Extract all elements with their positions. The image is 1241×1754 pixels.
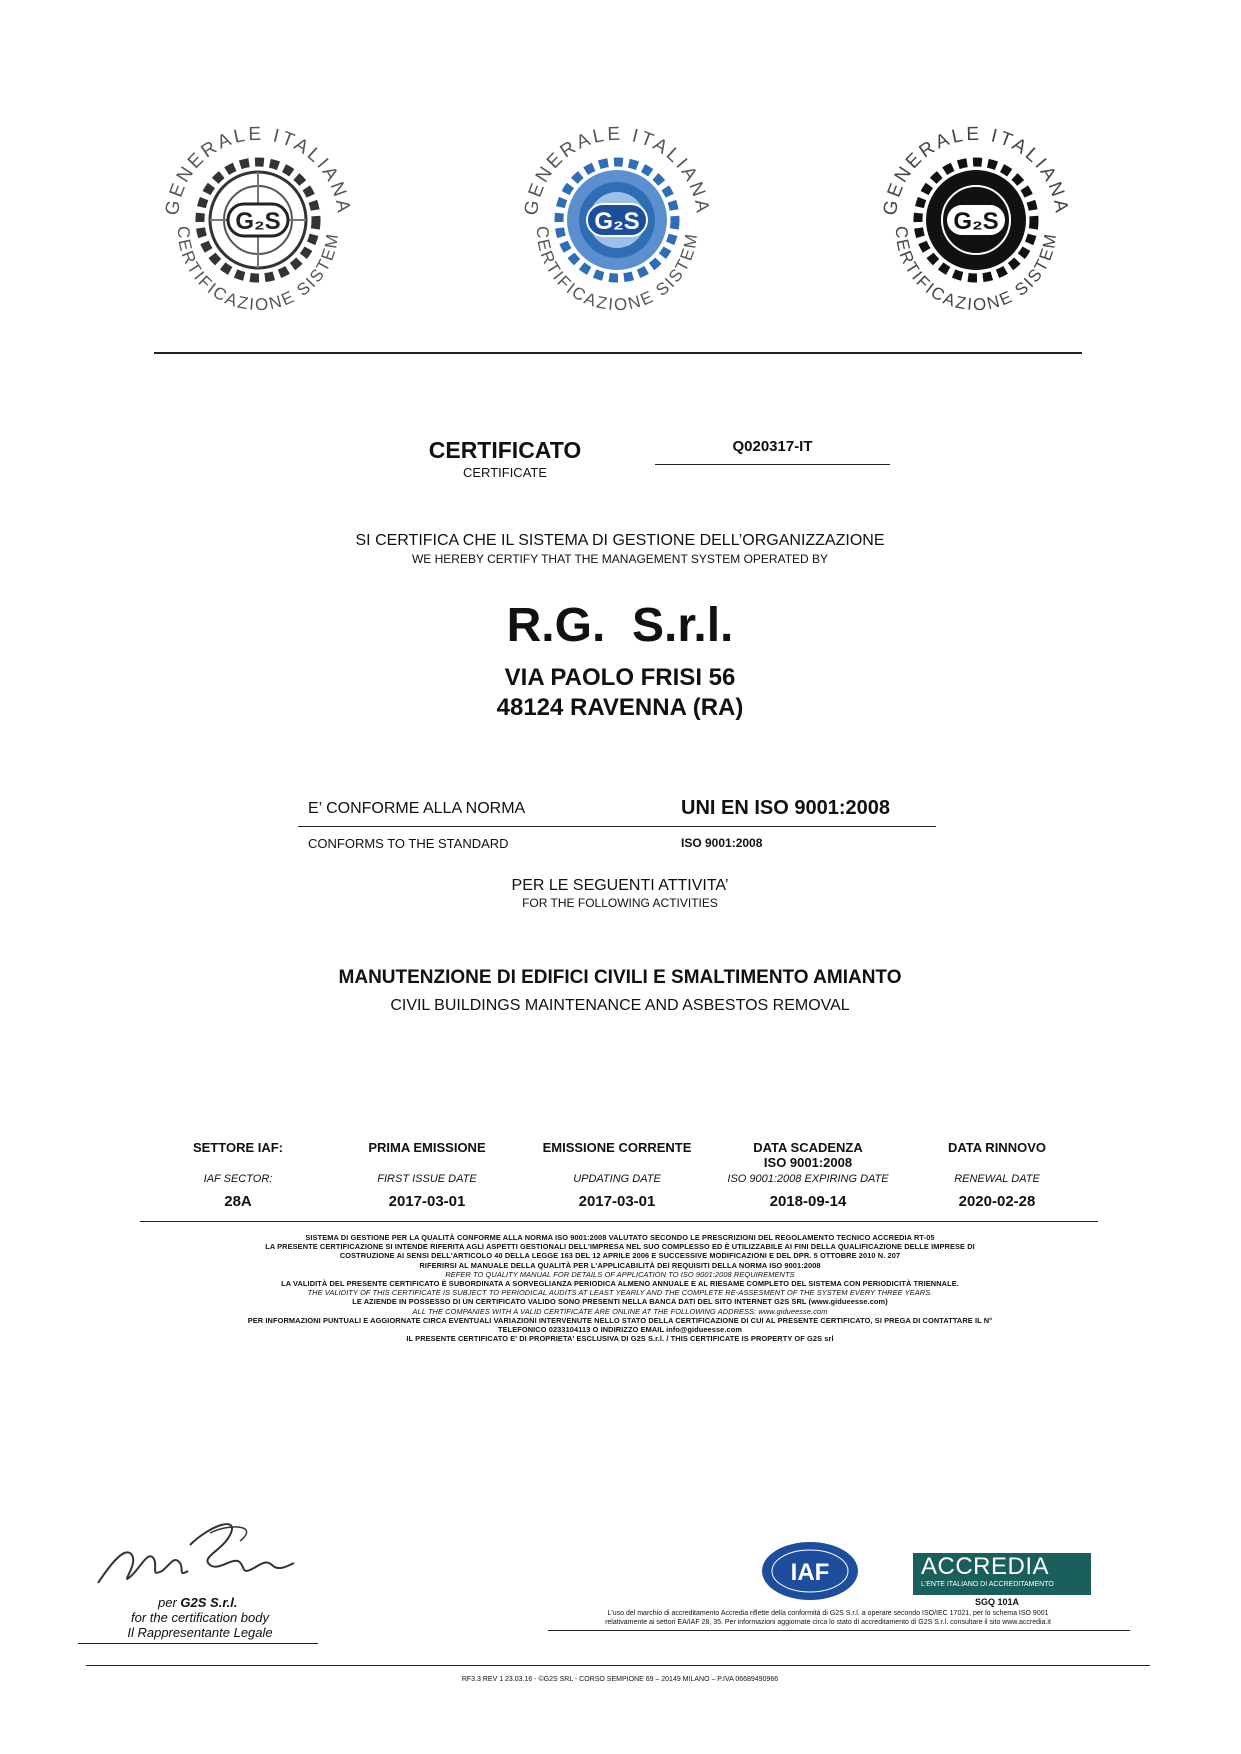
col-header-2 <box>138 1155 338 1170</box>
standard-label-it: E’ CONFORME ALLA NORMA <box>308 800 526 817</box>
table-col-renewal <box>897 1140 1097 1210</box>
intro-it: SI CERTIFICA CHE IL SISTEMA DI GESTIONE DELL’ORGANIZZAZIONE <box>355 532 885 549</box>
col-header-2 <box>897 1155 1097 1170</box>
accreditation-note-line2: relativamente ai settori EA/IAF 28, 35. Per informazioni aggiornate circa lo stato di accreditamento di G2S S.r.l. consultare il sito www.accredia.it <box>605 1619 1051 1626</box>
svg-text:CERTIFICAZIONE SISTEMI: CERTIFICAZIONE SISTEM <box>173 225 343 315</box>
g2s-logo-black <box>866 110 1086 330</box>
col-subheader: FIRST ISSUE DATE <box>377 1173 477 1185</box>
svg-text:GENERALE ITALIANA: GENERALE ITALIANA <box>879 123 1073 217</box>
signature-divider <box>78 1643 318 1644</box>
col-value: 2017-03-01 <box>578 1193 656 1210</box>
standard-label-en: CONFORMS TO THE STANDARD <box>308 836 509 851</box>
accreditation-note <box>548 1609 1108 1627</box>
signature-brand: G2S S.r.l. <box>180 1595 238 1610</box>
standard-value: UNI EN ISO 9001:2008 <box>681 797 890 819</box>
legal-note-line: RIFERIRSI AL MANUALE DELLA QUALITÀ PER L'APPLICABILITÀ DEI REQUISITI DELLA NORMA ISO 9001:2008 <box>419 1260 821 1270</box>
certificate-title-en: CERTIFICATE <box>462 465 548 480</box>
col-subheader: ISO 9001:2008 EXPIRING DATE <box>727 1173 889 1185</box>
company-name: R.G. S.r.l. <box>506 599 734 652</box>
accredia-logo <box>913 1553 1091 1595</box>
scope-it: MANUTENZIONE DI EDIFICI CIVILI E SMALTIMENTO AMIANTO <box>338 967 902 988</box>
legal-note-line: REFER TO QUALITY MANUAL FOR DETAILS OF APPLICATION TO ISO 9001:2008 REQUIREMENTS <box>445 1269 795 1279</box>
scope-en: CIVIL BUILDINGS MAINTENANCE AND ASBESTOS REMOVAL <box>390 997 850 1014</box>
legal-note-line: PER INFORMAZIONI PUNTUALI E AGGIORNATE CIRCA EVENTUALI VARIAZIONI INTERVENUTE NELLO STATO DELLA CERTIFICAZIONE DI CUI AL PRESENTE CERTIFICATO, SI PREGA DI CONTATTARE IL N° <box>247 1315 993 1325</box>
svg-text:GENERALE ITALIANA: GENERALE ITALIANA <box>161 123 355 217</box>
signature-per <box>158 1595 238 1610</box>
g2s-logo-blue <box>507 110 727 330</box>
company-address-line2: 48124 RAVENNA (RA) <box>496 694 744 721</box>
iaf-logo <box>760 1540 860 1602</box>
svg-text:G₂S: G₂S <box>953 208 999 235</box>
legal-note-line: LA PRESENTE CERTIFICAZIONE SI INTENDE RIFERITA AGLI ASPETTI GESTIONALI DELL'IMPRESA NEL SUO COMPLESSO ED È UTILIZZABILE AI FINI DELLA QUALIFICAZIONE DELLE IMPRESE DI <box>265 1242 975 1252</box>
col-header-2 <box>327 1155 527 1170</box>
col-header-2 <box>517 1155 717 1170</box>
legal-note-line: LE AZIENDE IN POSSESSO DI UN CERTIFICATO VALIDO SONO PRESENTI NELLA BANCA DATI DEL SITO INTERNET G2S SRL (www.gidueesse.com) <box>352 1297 888 1307</box>
col-value: 28A <box>224 1193 252 1210</box>
legal-note-line: SISTEMA DI GESTIONE PER LA QUALITÀ CONFORME ALLA NORMA ISO 9001:2008 VALUTATO SECONDO LE PRESCRIZIONI DEL REGOLAMENTO TECNICO ACCREDIA RT-05 <box>305 1233 935 1242</box>
standard-value-sub: ISO 9001:2008 <box>681 836 763 850</box>
col-value: 2020-02-28 <box>958 1193 1036 1210</box>
col-subheader: RENEWAL DATE <box>954 1173 1040 1185</box>
legal-note-line: IL PRESENTE CERTIFICATO E' DI PROPRIETA' ESCLUSIVA DI G2S S.r.l. / THIS CERTIFICATE IS PROPERTY OF G2S srl <box>406 1334 834 1344</box>
footer-text: RF3.3 REV 1 23.03.16 - ©G2S SRL - CORSO SEMPIONE 69 – 20149 MILANO – P.IVA 06689490966 <box>461 1676 779 1683</box>
col-value: 2018-09-14 <box>769 1193 847 1210</box>
legal-note-line: LA VALIDITÀ DEL PRESENTE CERTIFICATO È SUBORDINATA A SORVEGLIANZA PERIODICA ALMENO ANNUALE E AL RIESAME COMPLETO DEL SISTEMA CON PERIODICITÀ TRIENNALE. <box>281 1279 959 1289</box>
certificate-number-underline <box>655 464 890 465</box>
accredia-text: ACCREDIA <box>921 1553 1050 1580</box>
sgq-code: SGQ 101A <box>975 1597 1020 1607</box>
col-subheader: UPDATING DATE <box>573 1173 661 1185</box>
col-value: 2017-03-01 <box>388 1193 466 1210</box>
legal-note-line: ALL THE COMPANIES WITH A VALID CERTIFICATE ARE ONLINE AT THE FOLLOWING ADDRESS: www.gidueesse.com <box>412 1306 828 1316</box>
col-header: EMISSIONE CORRENTE <box>542 1140 692 1155</box>
col-header: DATA RINNOVO <box>948 1140 1046 1155</box>
svg-text:CERTIFICAZIONE SISTEMI: CERTIFICAZIONE SISTEM <box>891 225 1061 315</box>
accreditation-divider <box>548 1630 1130 1631</box>
signature-line-en: for the certification body <box>130 1610 270 1625</box>
standard-divider <box>298 826 936 827</box>
signature-line-it: Il Rappresentante Legale <box>127 1625 273 1640</box>
signature-per-text: per <box>158 1595 177 1610</box>
table-col-expiring <box>708 1140 908 1210</box>
header-divider <box>154 352 1082 354</box>
legal-notes <box>140 1233 1100 1343</box>
col-header: DATA SCADENZA <box>753 1140 863 1155</box>
accreditation-note-line1: L'uso del marchio di accreditamento Accredia riflette della conformità di G2S S.r.l. a operare secondo ISO/IEC 17021, per lo schema ISO 9001 <box>607 1610 1049 1617</box>
table-divider <box>140 1221 1098 1222</box>
svg-text:G₂S: G₂S <box>235 208 281 235</box>
activities-label-it: PER LE SEGUENTI ATTIVITA’ <box>511 877 729 894</box>
col-header: PRIMA EMISSIONE <box>368 1140 486 1155</box>
svg-text:IAF: IAF <box>790 1559 830 1586</box>
activities-label-en: FOR THE FOLLOWING ACTIVITIES <box>522 896 718 910</box>
footer-divider <box>86 1665 1150 1666</box>
col-subheader: IAF SECTOR: <box>203 1173 273 1185</box>
svg-text:GENERALE ITALIANA: GENERALE ITALIANA <box>520 123 714 217</box>
signature-image <box>90 1505 310 1595</box>
accredia-sub: L'ENTE ITALIANO DI ACCREDITAMENTO <box>921 1581 1054 1588</box>
col-header-2: ISO 9001:2008 <box>763 1155 853 1170</box>
legal-note-line: TELEFONICO 0233104113 O INDIRIZZO EMAIL info@gidueesse.com <box>497 1325 743 1335</box>
certificate-number: Q020317-IT <box>732 438 813 455</box>
svg-text:CERTIFICAZIONE SISTEMI: CERTIFICAZIONE SISTEM <box>532 225 702 315</box>
intro-en: WE HEREBY CERTIFY THAT THE MANAGEMENT SYSTEM OPERATED BY <box>411 552 829 566</box>
certificate-title: CERTIFICATO <box>428 437 582 463</box>
table-col-iaf-sector <box>138 1140 338 1210</box>
table-col-first-issue <box>327 1140 527 1210</box>
table-col-updating <box>517 1140 717 1210</box>
g2s-logo-grey <box>148 110 368 330</box>
legal-note-line: THE VALIDITY OF THIS CERTIFICATE IS SUBJECT TO PERIODICAL AUDITS AT LEAST YEARLY AND THE COMPLETE RE-ASSESMENT OF THE SYSTEM EVERY THREE YEARS. <box>307 1288 933 1298</box>
company-address-line1: VIA PAOLO FRISI 56 <box>504 664 736 691</box>
svg-text:G₂S: G₂S <box>594 208 640 235</box>
col-header: SETTORE IAF: <box>192 1140 284 1155</box>
legal-note-line: COSTRUZIONE AI SENSI DELL'ARTICOLO 40 DELLA LEGGE 163 DEL 12 APRILE 2006 E SUCCESSIVE MODIFICAZIONI E DEL DPR. 5 OTTOBRE 2010 N. 207 <box>339 1251 901 1261</box>
